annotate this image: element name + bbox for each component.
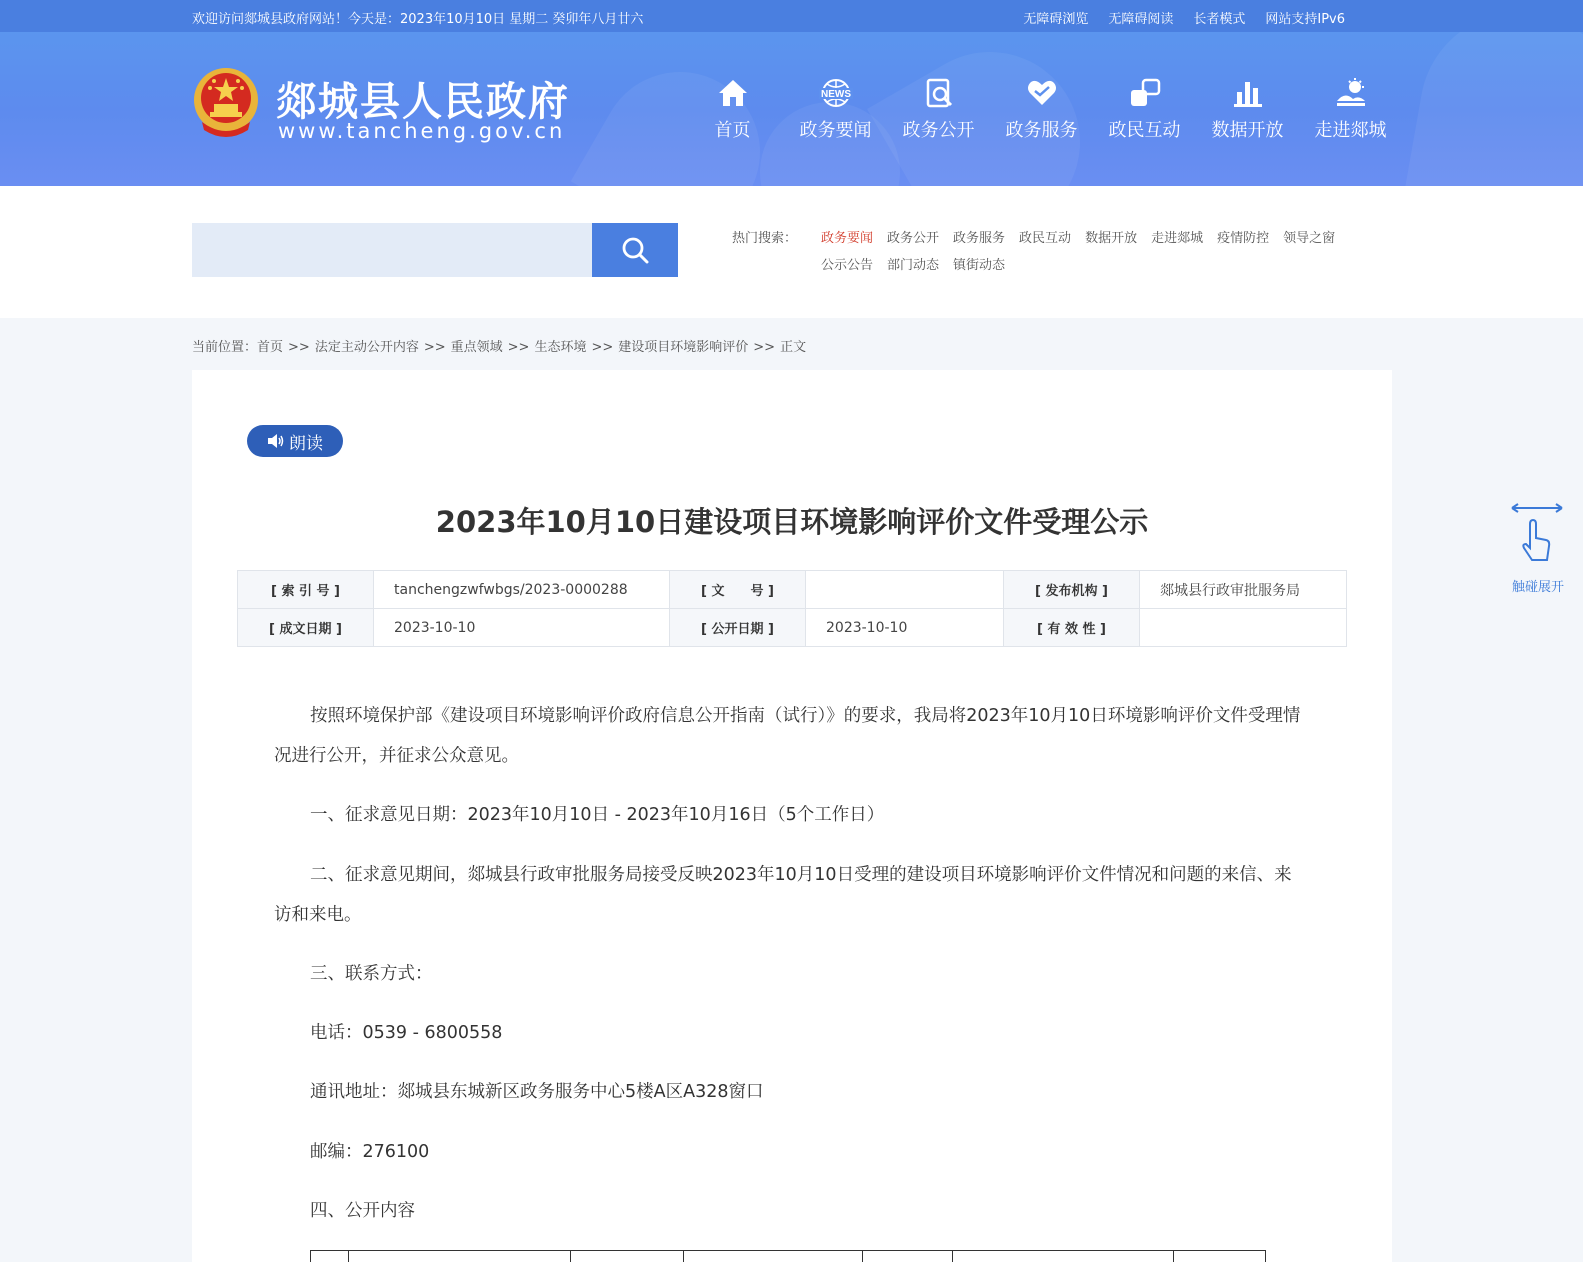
breadcrumb-item[interactable]: 首页: [257, 340, 284, 355]
hot-search-row: [821, 254, 1005, 273]
touch-expand-label: 触碰展开: [1511, 580, 1564, 595]
hot-search-label: 热门搜索：: [732, 231, 798, 246]
news-icon: [784, 76, 887, 110]
breadcrumb-item[interactable]: 重点领域: [450, 340, 503, 355]
meta-key: [ 公开日期 ]: [670, 609, 806, 647]
meta-value: 2023-10-10: [806, 609, 1004, 647]
heart-hand-icon: [990, 76, 1093, 110]
site-header: [0, 32, 1583, 186]
body-paragraph: 通讯地址：郯城县东城新区政务服务中心5楼A区A328窗口: [310, 1082, 764, 1102]
search-icon: [620, 235, 650, 265]
table-column-divider: [1173, 1251, 1174, 1262]
nav-label: 数据开放: [1211, 120, 1284, 141]
ipv6-link[interactable]: 网站支持IPv6: [1265, 12, 1345, 27]
article-title: 2023年10月10日建设项目环境影响评价文件受理公示: [435, 505, 1149, 539]
table-column-divider: [570, 1251, 571, 1262]
article-meta-table: [237, 570, 1347, 647]
accessibility-links: [1023, 8, 1345, 27]
meta-row: [238, 609, 1347, 647]
meta-value: [1140, 609, 1347, 647]
meta-value: 郯城县行政审批服务局: [1140, 571, 1347, 609]
hot-search-link[interactable]: 公示公告: [821, 258, 874, 273]
article-panel: [192, 370, 1392, 1262]
breadcrumb-item: 正文: [780, 340, 807, 355]
body-paragraph: 三、联系方式：: [310, 964, 433, 984]
meta-key: [ 成文日期 ]: [238, 609, 374, 647]
table-column-divider: [862, 1251, 863, 1262]
meta-value: tanchengzwfwbgs/2023-0000288: [374, 571, 670, 609]
site-url: www.tancheng.gov.cn: [278, 119, 566, 143]
nav-label: 政民互动: [1108, 120, 1181, 141]
search-section: [0, 186, 1583, 318]
decorative-leaf: [1404, 32, 1583, 186]
accessible-browse-link[interactable]: 无障碍浏览: [1023, 12, 1089, 27]
hot-search-link[interactable]: 数据开放: [1085, 231, 1138, 246]
table-column-divider: [348, 1251, 349, 1262]
interaction-icon: [1093, 76, 1196, 110]
hot-search-link[interactable]: 走进郯城: [1151, 231, 1204, 246]
breadcrumb: [192, 336, 806, 355]
meta-key: [ 索 引 号 ]: [238, 571, 374, 609]
nav-item-about-tancheng[interactable]: [1299, 76, 1402, 142]
hot-search-link[interactable]: 政民互动: [1019, 231, 1072, 246]
home-icon: [681, 76, 784, 110]
body-paragraph: 按照环境保护部《建设项目环境影响评价政府信息公开指南（试行）》的要求，我局将2023年10月10日环境影响评价文件受理情况进行公开，并征求公众意见。: [274, 706, 1301, 766]
hot-search-link[interactable]: 疫情防控: [1217, 231, 1270, 246]
meta-key: [ 文 号 ]: [670, 571, 806, 609]
nav-label: 政务服务: [1005, 120, 1078, 141]
meta-row: [238, 571, 1347, 609]
body-paragraph: 二、征求意见期间，郯城县行政审批服务局接受反映2023年10月10日受理的建设项目环境影响评价文件情况和问题的来信、来访和来电。: [274, 865, 1292, 925]
svg-text:NEWS: NEWS: [820, 89, 851, 100]
hot-search-link[interactable]: 领导之窗: [1283, 231, 1336, 246]
document-search-icon: [887, 76, 990, 110]
hot-search-link[interactable]: 政务要闻: [821, 231, 874, 246]
table-column-divider: [683, 1251, 684, 1262]
table-column-divider: [952, 1251, 953, 1262]
meta-key: [ 有 效 性 ]: [1004, 609, 1140, 647]
hot-search-link[interactable]: 政务服务: [953, 231, 1006, 246]
nav-item-home[interactable]: [681, 76, 784, 142]
touch-expand-tool[interactable]: [1506, 500, 1570, 595]
body-paragraph: 邮编：276100: [310, 1142, 430, 1162]
bar-chart-icon: [1196, 76, 1299, 110]
hot-search-row: [821, 227, 1335, 246]
breadcrumb-item[interactable]: 法定主动公开内容: [314, 340, 419, 355]
meta-key: [ 发布机构 ]: [1004, 571, 1140, 609]
breadcrumb-item[interactable]: 生态环境: [534, 340, 587, 355]
hot-search-link[interactable]: 部门动态: [887, 258, 940, 273]
nav-label: 走进郯城: [1314, 120, 1387, 141]
body-paragraph: 一、征求意见日期：2023年10月10日 - 2023年10月16日（5个工作日）: [310, 805, 885, 825]
accessible-read-link[interactable]: 无障碍阅读: [1108, 12, 1174, 27]
nav-item-news[interactable]: [784, 76, 887, 142]
nav-label: 首页: [714, 120, 751, 141]
meta-value: [806, 571, 1004, 609]
landscape-icon: [1299, 76, 1402, 110]
search-input[interactable]: [192, 223, 592, 277]
welcome-text: 欢迎访问郯城县政府网站！今天是：2023年10月10日 星期二 癸卯年八月廿六: [192, 12, 644, 27]
breadcrumb-separator: >>: [753, 340, 776, 355]
elder-mode-link[interactable]: 长者模式: [1193, 12, 1246, 27]
hot-search-link[interactable]: 政务公开: [887, 231, 940, 246]
national-emblem-icon: [192, 66, 260, 138]
main-nav: [681, 76, 1402, 142]
site-title: 郯城县人民政府: [276, 78, 570, 125]
meta-value: 2023-10-10: [374, 609, 670, 647]
nav-item-interaction[interactable]: [1093, 76, 1196, 142]
breadcrumb-prefix: 当前位置：: [192, 340, 258, 355]
body-paragraph: 四、公开内容: [310, 1201, 415, 1221]
nav-item-gov-service[interactable]: [990, 76, 1093, 142]
breadcrumb-separator: >>: [507, 340, 530, 355]
nav-label: 政务要闻: [799, 120, 872, 141]
body-paragraph: 电话：0539 - 6800558: [310, 1023, 503, 1043]
content-table: [310, 1250, 1266, 1262]
read-aloud-button[interactable]: [247, 425, 343, 457]
nav-item-gov-open[interactable]: [887, 76, 990, 142]
hot-search-link[interactable]: 镇街动态: [953, 258, 1006, 273]
touch-hand-icon: [1508, 500, 1568, 572]
breadcrumb-separator: >>: [288, 340, 310, 355]
breadcrumb-separator: >>: [423, 340, 446, 355]
nav-label: 政务公开: [902, 120, 975, 141]
breadcrumb-item[interactable]: 建设项目环境影响评价: [618, 340, 749, 355]
search-button[interactable]: [592, 223, 678, 277]
speaker-icon: [267, 433, 285, 449]
read-aloud-label: 朗读: [289, 433, 323, 454]
nav-item-open-data[interactable]: [1196, 76, 1299, 142]
top-utility-bar: [0, 0, 1583, 32]
breadcrumb-separator: >>: [591, 340, 614, 355]
